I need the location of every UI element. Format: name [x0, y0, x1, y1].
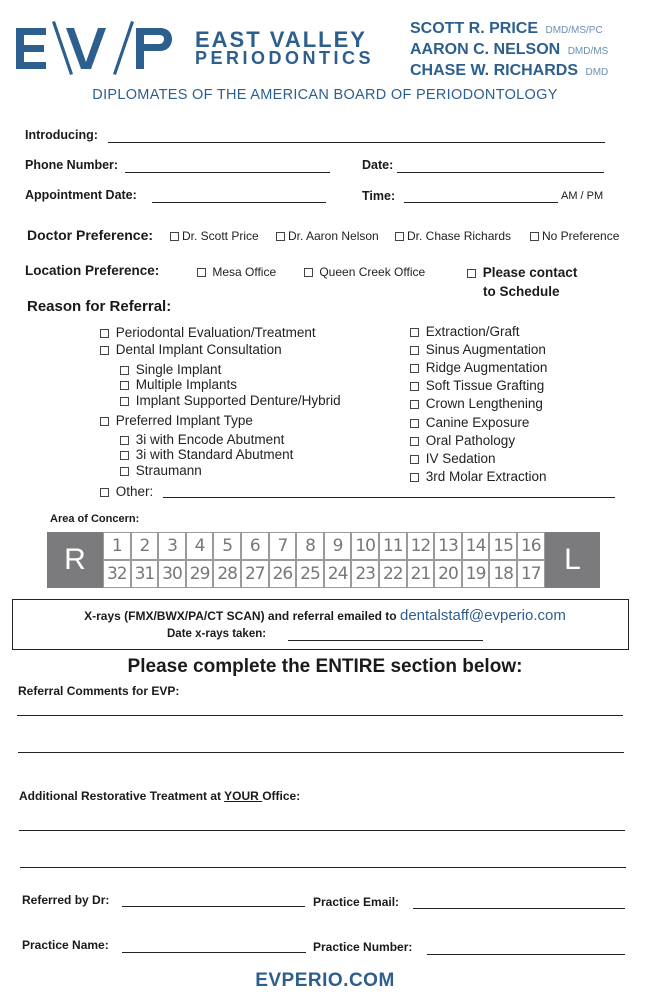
- checkbox[interactable]: [410, 382, 419, 391]
- reason-other[interactable]: [100, 484, 153, 499]
- time-field[interactable]: [404, 202, 558, 203]
- tooth-cell[interactable]: 9: [324, 532, 352, 560]
- tooth-cell[interactable]: 22: [379, 560, 407, 588]
- tooth-cell[interactable]: 19: [462, 560, 490, 588]
- reason-option[interactable]: [410, 360, 547, 375]
- phone-field[interactable]: [125, 172, 330, 173]
- option-label: Periodontal Evaluation/Treatment: [115, 325, 316, 340]
- tooth-cell[interactable]: 26: [269, 560, 297, 588]
- option-label: 3i with Standard Abutment: [135, 447, 294, 462]
- tooth-cell[interactable]: 32: [103, 560, 131, 588]
- tooth-cell[interactable]: 12: [407, 532, 435, 560]
- reason-option[interactable]: [120, 393, 341, 408]
- checkbox[interactable]: [120, 397, 129, 406]
- checkbox[interactable]: [395, 232, 404, 241]
- time-label: Time:: [362, 189, 396, 203]
- tooth-cell[interactable]: 31: [131, 560, 159, 588]
- tooth-cell[interactable]: 27: [241, 560, 269, 588]
- option-label: Sinus Augmentation: [425, 342, 546, 358]
- referred-by-field[interactable]: [122, 906, 305, 907]
- reason-option[interactable]: [100, 342, 282, 357]
- reason-option[interactable]: [410, 396, 543, 411]
- practice-email-field[interactable]: [413, 908, 625, 909]
- tooth-column: [186, 532, 214, 588]
- checkbox[interactable]: [100, 488, 109, 497]
- date-field[interactable]: [397, 172, 604, 173]
- reason-option[interactable]: [410, 433, 515, 448]
- tooth-cell[interactable]: 17: [517, 560, 545, 588]
- option-label: IV Sedation: [425, 450, 496, 466]
- location-preference-label: Location Preference:: [25, 263, 160, 278]
- referred-by-label: Referred by Dr:: [22, 893, 110, 907]
- doctor-name-text: SCOTT R. PRICE: [410, 20, 539, 37]
- option-label: Queen Creek Office: [319, 265, 426, 279]
- reason-for-referral-label: Reason for Referral:: [27, 298, 172, 315]
- practice-name-field[interactable]: [122, 952, 306, 953]
- reason-option[interactable]: [120, 463, 202, 478]
- option-label: No Preference: [542, 229, 620, 243]
- tooth-column: [434, 532, 462, 588]
- tooth-cell[interactable]: 2: [131, 532, 159, 560]
- tooth-column: [296, 532, 324, 588]
- tooth-column: [462, 532, 490, 588]
- referral-comments-line[interactable]: [17, 715, 623, 716]
- am-pm-label: AM / PM: [561, 190, 604, 202]
- xray-instructions: [0, 607, 650, 624]
- reason-option[interactable]: [410, 378, 544, 393]
- doctor-credentials: DMD/MS/PC: [545, 25, 603, 36]
- tooth-cell[interactable]: 23: [351, 560, 379, 588]
- option-label: Dr. Chase Richards: [407, 229, 512, 243]
- practice-name-label: Practice Name:: [22, 938, 109, 952]
- reason-option[interactable]: [410, 415, 529, 430]
- tooth-cell[interactable]: 25: [296, 560, 324, 588]
- tooth-cell[interactable]: 6: [241, 532, 269, 560]
- checkbox[interactable]: [410, 437, 419, 446]
- tooth-cell[interactable]: 21: [407, 560, 435, 588]
- appointment-date-field[interactable]: [152, 202, 326, 203]
- introducing-field[interactable]: [108, 142, 605, 143]
- checkbox[interactable]: [410, 419, 419, 428]
- checkbox[interactable]: [100, 346, 109, 355]
- doctor-credentials: DMD: [585, 67, 609, 78]
- date-xrays-label: Date x-rays taken:: [167, 628, 267, 640]
- option-label: Oral Pathology: [425, 432, 516, 448]
- reason-option[interactable]: [410, 324, 520, 339]
- tooth-column: [213, 532, 241, 588]
- tooth-column: [103, 532, 131, 588]
- doctor-option[interactable]: [530, 229, 619, 243]
- checkbox[interactable]: [120, 451, 129, 460]
- tooth-cell[interactable]: 29: [186, 560, 214, 588]
- location-option-queen-creek[interactable]: [304, 265, 425, 279]
- right-side-marker: R: [47, 532, 103, 588]
- tooth-cell[interactable]: 18: [489, 560, 517, 588]
- checkbox[interactable]: [467, 269, 476, 278]
- tooth-cell[interactable]: 4: [186, 532, 214, 560]
- option-label: Single Implant: [135, 362, 222, 377]
- phone-label: Phone Number:: [25, 158, 119, 172]
- doctor-name: [410, 62, 608, 80]
- reason-option[interactable]: [410, 451, 496, 466]
- option-label: Ridge Augmentation: [425, 360, 548, 376]
- doctor-name-text: AARON C. NELSON: [410, 41, 561, 58]
- doctor-preference-label: Doctor Preference:: [27, 227, 154, 243]
- option-label: Crown Lengthening: [425, 396, 543, 412]
- tooth-cell[interactable]: 30: [158, 560, 186, 588]
- additional-treatment-line[interactable]: [20, 867, 626, 868]
- left-side-marker: L: [545, 532, 600, 588]
- doctor-option[interactable]: [276, 229, 379, 243]
- tooth-cell[interactable]: 10: [351, 532, 379, 560]
- location-option-mesa[interactable]: [197, 265, 276, 279]
- checkbox[interactable]: [410, 364, 419, 373]
- option-label: 3rd Molar Extraction: [425, 468, 547, 484]
- tooth-column: [517, 532, 545, 588]
- referral-comments-line[interactable]: [18, 752, 624, 753]
- tooth-column: [379, 532, 407, 588]
- tooth-column: [269, 532, 297, 588]
- option-label: Implant Supported Denture/Hybrid: [135, 393, 341, 408]
- practice-email-label: Practice Email:: [313, 895, 400, 909]
- option-label: Canine Exposure: [425, 414, 530, 430]
- tooth-column: [158, 532, 186, 588]
- option-label: Other:: [115, 484, 154, 499]
- checkbox[interactable]: [410, 346, 419, 355]
- option-label: 3i with Encode Abutment: [135, 432, 285, 447]
- appointment-date-label: Appointment Date:: [25, 188, 137, 202]
- checkbox[interactable]: [100, 417, 109, 426]
- referral-comments-label: Referral Comments for EVP:: [18, 684, 180, 698]
- section-title: Please complete the ENTIRE section below:: [127, 656, 523, 677]
- practice-number-label: Practice Number:: [313, 940, 413, 954]
- area-of-concern-label: Area of Concern:: [50, 513, 140, 525]
- checkbox[interactable]: [276, 232, 285, 241]
- tooth-column: [489, 532, 517, 588]
- tagline: DIPLOMATES OF THE AMERICAN BOARD OF PERIODONTOLOGY: [92, 87, 558, 103]
- reason-option[interactable]: [410, 469, 547, 484]
- option-label: Dr. Aaron Nelson: [288, 229, 379, 243]
- reason-option[interactable]: [120, 447, 293, 462]
- label-text: Office:: [262, 789, 301, 803]
- doctor-name: [410, 41, 608, 59]
- option-label: Multiple Implants: [135, 377, 238, 392]
- checkbox[interactable]: [120, 436, 129, 445]
- reason-option[interactable]: [120, 432, 284, 447]
- option-label: Preferred Implant Type: [115, 413, 253, 428]
- tooth-cell[interactable]: 20: [434, 560, 462, 588]
- checkbox[interactable]: [120, 467, 129, 476]
- xray-email-link[interactable]: dentalstaff@evperio.com: [399, 607, 566, 624]
- tooth-cell[interactable]: 3: [158, 532, 186, 560]
- tooth-cell[interactable]: 11: [379, 532, 407, 560]
- practice-name-line2: PERIODONTICS: [195, 48, 375, 68]
- tooth-column: [324, 532, 352, 588]
- checkbox[interactable]: [120, 381, 129, 390]
- reason-option[interactable]: [120, 377, 237, 392]
- tooth-cell[interactable]: 7: [269, 532, 297, 560]
- option-label: Mesa Office: [212, 265, 277, 279]
- checkbox[interactable]: [410, 400, 419, 409]
- tooth-cell[interactable]: 13: [434, 532, 462, 560]
- doctor-option[interactable]: [395, 229, 511, 243]
- option-label: Please contact: [482, 265, 578, 280]
- label-text: Additional Restorative Treatment at: [19, 789, 225, 803]
- option-label: Extraction/Graft: [425, 324, 520, 339]
- tooth-cell[interactable]: 16: [517, 532, 545, 560]
- doctor-name-text: CHASE W. RICHARDS: [410, 62, 579, 79]
- tooth-column: [241, 532, 269, 588]
- additional-treatment-line[interactable]: [19, 830, 625, 831]
- tooth-cell[interactable]: 28: [213, 560, 241, 588]
- tooth-cell[interactable]: 5: [213, 532, 241, 560]
- tooth-cell[interactable]: 8: [296, 532, 324, 560]
- checkbox[interactable]: [410, 328, 419, 337]
- doctor-option[interactable]: [170, 229, 259, 243]
- tooth-cell[interactable]: 14: [462, 532, 490, 560]
- option-label: Dr. Scott Price: [182, 229, 259, 243]
- xray-text: X-rays (FMX/BWX/PA/CT SCAN) and referral emailed to: [84, 609, 397, 623]
- doctor-credentials: DMD/MS: [567, 46, 609, 57]
- additional-treatment-label: [19, 789, 300, 803]
- option-label: Straumann: [135, 463, 202, 478]
- option-label: Dental Implant Consultation: [115, 342, 282, 357]
- label-emphasis: YOUR: [224, 789, 263, 803]
- tooth-column: [351, 532, 379, 588]
- introducing-label: Introducing:: [25, 128, 98, 142]
- checkbox[interactable]: [197, 268, 206, 277]
- date-xrays-field[interactable]: [288, 640, 483, 641]
- location-option-contact[interactable]: [467, 265, 577, 280]
- tooth-column: [407, 532, 435, 588]
- date-label: Date:: [362, 158, 394, 172]
- checkbox[interactable]: [530, 232, 539, 241]
- reason-option[interactable]: [410, 342, 546, 357]
- practice-name-line1: EAST VALLEY: [195, 27, 367, 52]
- tooth-column: [131, 532, 159, 588]
- website-link[interactable]: EVPERIO.COM: [255, 970, 395, 991]
- checkbox[interactable]: [120, 366, 129, 375]
- other-field[interactable]: [163, 497, 615, 498]
- tooth-cell[interactable]: 15: [489, 532, 517, 560]
- tooth-cell[interactable]: 24: [324, 560, 352, 588]
- checkbox[interactable]: [410, 473, 419, 482]
- reason-option[interactable]: [100, 325, 316, 340]
- checkbox[interactable]: [304, 268, 313, 277]
- option-label: Soft Tissue Grafting: [425, 378, 545, 394]
- checkbox[interactable]: [410, 455, 419, 464]
- option-label-line2: to Schedule: [483, 284, 560, 299]
- checkbox[interactable]: [170, 232, 179, 241]
- checkbox[interactable]: [100, 329, 109, 338]
- tooth-cell[interactable]: 1: [103, 532, 131, 560]
- reason-option[interactable]: [120, 362, 221, 377]
- reason-option[interactable]: [100, 413, 253, 428]
- doctor-name: [410, 20, 603, 38]
- practice-number-field[interactable]: [427, 954, 625, 955]
- evp-logo: [14, 20, 174, 76]
